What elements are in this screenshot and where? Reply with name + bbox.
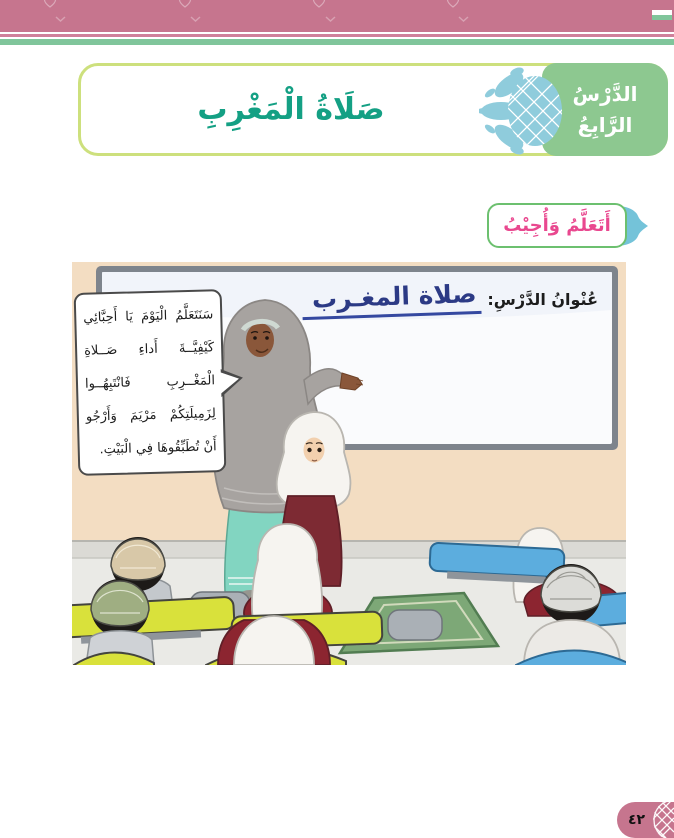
section-badge-label: أَتَعَلَّمُ وَأُجِيْبُ [503, 215, 611, 236]
lesson-title: صَلَاةُ الْمَغْرِبِ [197, 92, 385, 127]
heart-outline-icon [45, 0, 459, 7]
board-lesson-title: صلاة المغـرب [301, 279, 481, 320]
chevron-icon [56, 17, 468, 21]
speech-line: لِزَمِيلَتِكُمْ مَرْيَمَ وَأَرْجُو [85, 406, 217, 425]
separator-green-stripe [0, 39, 674, 45]
separator-hairline [0, 34, 674, 37]
section-badge [487, 203, 627, 248]
top-band [0, 0, 674, 32]
lattice-ornament-icon [648, 802, 674, 838]
speech-line: كَيْفِيَّــةَ أَداءِ صَــلاةِ [83, 340, 215, 359]
lesson-number-line2: الرَّابِعُ [577, 112, 633, 137]
speech-line: أَنْ تُطَبِّقُوهَا فِي الْبَيْتِ. [99, 439, 217, 458]
band-decoration [0, 0, 674, 32]
speech-bubble [74, 289, 227, 476]
speech-line: الْمَغْــرِبِ فَانْتَبِهُــوا [84, 373, 216, 392]
page-number: ٤٢ [628, 812, 646, 828]
corner-flag-icon [652, 10, 672, 20]
lesson-title-box [78, 63, 668, 156]
speech-line: سَنَتَعَلَّمُ الْيَوْمَ يَا أَحِبَّائِي [83, 307, 214, 326]
whiteboard-text [302, 279, 598, 317]
classroom-illustration [72, 262, 626, 665]
page-number-tab [617, 802, 674, 838]
arabesque-pattern-icon [479, 67, 563, 155]
lesson-number-line1: الدَّرْسُ [572, 81, 638, 106]
board-lesson-label: عُنْوانُ الدَّرْسِ: [487, 290, 598, 309]
